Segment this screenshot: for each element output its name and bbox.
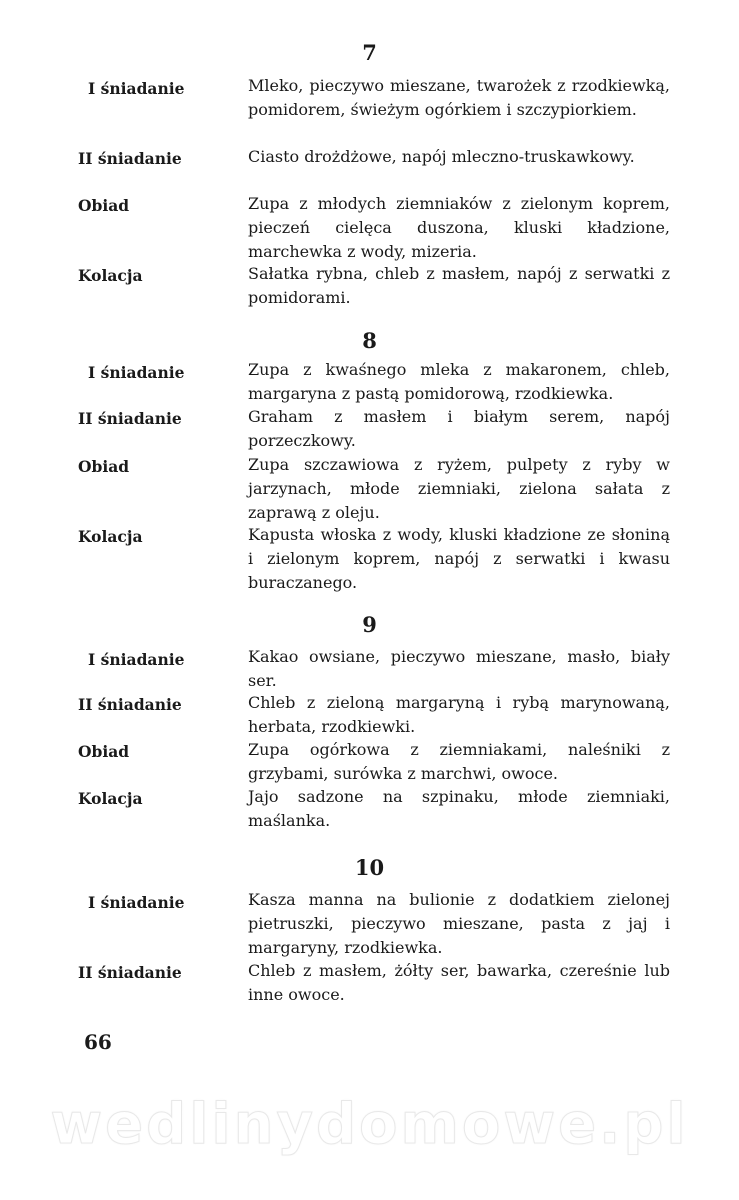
meal-label: Obiad: [78, 742, 130, 761]
meal-label: Kolacja: [78, 789, 143, 808]
meal-text: Chleb z masłem, żółty ser, bawarka, czereśnie lub inne owoce.: [248, 961, 670, 1004]
meal-text: Mleko, pieczywo mieszane, twarożek z rzodkiewką, pomidorem, świeżym ogórkiem i szczypiorkiem.: [248, 76, 670, 119]
watermark: wedlinydomowe.pl: [50, 1092, 689, 1157]
meal-text: Zupa szczawiowa z ryżem, pulpety z ryby w jarzynach, młode ziemniaki, zielona sałata z zaprawą z oleju.: [248, 455, 670, 522]
meal-label: Kolacja: [78, 527, 143, 546]
day-number: 8: [362, 328, 377, 353]
meal-text: Graham z masłem i białym serem, napój porzeczkowy.: [248, 407, 670, 450]
meal-text: Zupa z kwaśnego mleka z makaronem, chleb, margaryna z pastą pomidorową, rzodkiewka.: [248, 360, 670, 403]
meal-label: I śniadanie: [88, 79, 185, 98]
meal-label: I śniadanie: [88, 650, 185, 669]
meal-text: Kapusta włoska z wody, kluski kładzione ze słoniną i zielonym koprem, napój z serwatki i kwasu buraczanego.: [248, 525, 670, 592]
meal-text: Zupa ogórkowa z ziemniakami, naleśniki z grzybami, surówka z marchwi, owoce.: [248, 740, 670, 783]
meal-label: II śniadanie: [78, 695, 182, 714]
meal-label: Obiad: [78, 457, 130, 476]
meal-text: Ciasto drożdżowe, napój mleczno-truskawkowy.: [248, 147, 635, 166]
meal-label: I śniadanie: [88, 363, 185, 382]
day-number: 10: [354, 855, 385, 880]
meal-text: Zupa z młodych ziemniaków z zielonym koprem, pieczeń cielęca duszona, kluski kładzione, marchewka z wody, mizeria.: [248, 194, 670, 261]
meal-label: II śniadanie: [78, 149, 182, 168]
meal-text: Chleb z zieloną margaryną i rybą marynowaną, herbata, rzodkiewki.: [248, 693, 670, 736]
page-number: 66: [84, 1030, 112, 1054]
day-number: 7: [362, 40, 377, 65]
meal-text: Jajo sadzone na szpinaku, młode ziemniaki, maślanka.: [248, 787, 670, 830]
meal-label: Kolacja: [78, 266, 143, 285]
meal-label: Obiad: [78, 196, 130, 215]
meal-label: I śniadanie: [88, 893, 185, 912]
meal-text: Kakao owsiane, pieczywo mieszane, masło, biały ser.: [248, 647, 670, 690]
meal-text: Sałatka rybna, chleb z masłem, napój z serwatki z pomidorami.: [248, 264, 670, 307]
meal-text: Kasza manna na bulionie z dodatkiem zielonej pietruszki, pieczywo mieszane, pasta z jaj i margaryny, rzodkiewka.: [248, 890, 670, 957]
day-number: 9: [362, 612, 377, 637]
meal-label: II śniadanie: [78, 963, 182, 982]
meal-label: II śniadanie: [78, 409, 182, 428]
